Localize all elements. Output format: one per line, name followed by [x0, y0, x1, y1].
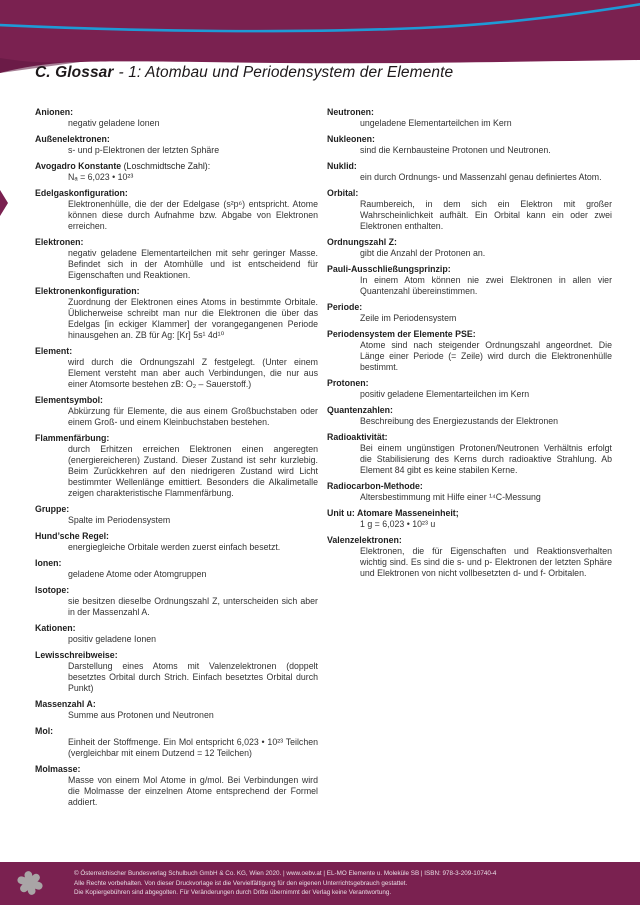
- glossary-definition: wird durch die Ordnungszahl Z festgelegt. (Unter einem Element versteht man aber auch Verbindungen, die nur aus einer Atomsorte bestehen zB: O₂ – Sauerstoff.): [68, 357, 318, 389]
- glossary-entry: [327, 264, 612, 297]
- glossary-term: Nukleonen:: [327, 134, 375, 144]
- glossary-term: Hund’sche Regel:: [35, 531, 109, 541]
- glossary-definition: ein durch Ordnungs- und Massenzahl genau definiertes Atom.: [360, 172, 602, 182]
- glossary-entry: [327, 405, 612, 427]
- glossary-term: Elektronenkonfiguration:: [35, 286, 140, 296]
- glossary-term: Edelgaskonfiguration:: [35, 188, 128, 198]
- glossary-entry: [35, 558, 318, 580]
- footer-copyright: [74, 869, 496, 898]
- glossary-term: Massenzahl A:: [35, 699, 96, 709]
- glossary-column-left: [35, 107, 318, 813]
- glossary-definition: Einheit der Stoffmenge. Ein Mol entspricht 6,023 • 10²³ Teilchen (vergleichbar mit einem Dutzend = 12 Teilchen): [68, 737, 318, 758]
- glossary-definition: Bei einem ungünstigen Protonen/Neutronen Verhältnis erfolgt die Stabilisierung des Kerns durch radioaktive Strahlung. Ab Element 84 gibt es keine stabilen Kerne.: [360, 443, 612, 475]
- glossary-definition: Zeile im Periodensystem: [360, 313, 457, 323]
- footer-line-3: Die Kopiergebühren sind abgegolten. Für Veränderungen durch Dritte übernimmt der Verlag keine Verantwortung.: [74, 889, 392, 896]
- glossary-entry: [327, 432, 612, 476]
- glossary-term: Unit u: Atomare Masseneinheit;: [327, 508, 459, 518]
- glossary-entry: [35, 286, 318, 341]
- glossary-term: Pauli-Ausschließungsprinzip:: [327, 264, 451, 274]
- glossary-definition: energiegleiche Orbitale werden zuerst einfach besetzt.: [68, 542, 281, 552]
- glossary-term: Lewisschreibweise:: [35, 650, 118, 660]
- glossary-entry: [35, 134, 318, 156]
- glossary-entry: [35, 237, 318, 281]
- glossary-term: Ionen:: [35, 558, 62, 568]
- glossary-definition: positiv geladene Ionen: [68, 634, 157, 644]
- glossary-entry: [35, 188, 318, 232]
- glossary-definition: Spalte im Periodensystem: [68, 515, 171, 525]
- glossary-definition: durch Erhitzen erreichen Elektronen einen angeregten (energiereicheren) Zustand. Dieser Zustand ist sehr kurzlebig. Beim Zurückkehren auf den niedrigeren Zustand wird Licht bestimmter Wellenlänge emittiert. Besonders die Alkalimetalle zeigen charakteristische Flammenfärbung.: [68, 444, 318, 498]
- glossary-term: Orbital:: [327, 188, 359, 198]
- glossary-term: Radiocarbon-Methode:: [327, 481, 423, 491]
- glossary-definition: geladene Atome oder Atomgruppen: [68, 569, 207, 579]
- glossary-term: Elementsymbol:: [35, 395, 103, 405]
- glossary-definition: Zuordnung der Elektronen eines Atoms in bestimmte Orbitale. Üblicherweise schreibt man nur die Elektronen die über das Edelgas [in eckiger Klammer] der vorangegangenen Periode hinausgehen an. ZB für Ag: [Kr] 5s¹ 4d¹⁰: [68, 297, 318, 340]
- glossary-term: Isotope:: [35, 585, 70, 595]
- glossary-definition: s- und p-Elektronen der letzten Sphäre: [68, 145, 220, 155]
- glossary-entry: [327, 134, 612, 156]
- glossary-entry: [327, 535, 612, 579]
- glossary-term: Protonen:: [327, 378, 369, 388]
- glossary-term: Periodensystem der Elemente PSE:: [327, 329, 476, 339]
- glossary-entry: [35, 531, 318, 553]
- glossary-definition: negativ geladene Ionen: [68, 118, 160, 128]
- footer-line-2: Alle Rechte vorbehalten. Von dieser Druckvorlage ist die Vervielfältigung für den eigenen Unterrichtsgebrauch gestattet.: [74, 879, 408, 887]
- glossary-entry: [35, 726, 318, 759]
- footer-bar: [0, 862, 640, 905]
- page-title: [35, 64, 453, 82]
- glossary-entry: [35, 585, 318, 618]
- glossary-entry: [327, 508, 612, 530]
- glossary-term: Element:: [35, 346, 73, 356]
- glossary-entry: [327, 237, 612, 259]
- glossary-entry: [327, 378, 612, 400]
- glossary-entry: [35, 623, 318, 645]
- glossary-entry: [327, 302, 612, 324]
- glossary-term: Radioaktivität:: [327, 432, 388, 442]
- page-title-prefix: C. Glossar: [35, 64, 114, 81]
- glossary-definition: 1 g = 6,023 • 10²³ u: [360, 519, 436, 529]
- glossary-term: Neutronen:: [327, 107, 374, 117]
- glossary-term: Anionen:: [35, 107, 74, 117]
- glossary-term: Molmasse:: [35, 764, 81, 774]
- glossary-entry: [35, 346, 318, 390]
- glossary-definition: Abkürzung für Elemente, die aus einem Großbuchstaben oder einem Groß- und einem Kleinbuchstaben bestehen.: [68, 406, 318, 427]
- glossary-term: Kationen:: [35, 623, 76, 633]
- page-title-rest: - 1: Atombau und Periodensystem der Elemente: [118, 64, 454, 81]
- glossary-definition: Masse von einem Mol Atome in g/mol. Bei Verbindungen wird die Molmasse der einzelnen Atome entsprechend der Formel addiert.: [68, 775, 318, 807]
- footer-line-1: © Österreichischer Bundesverlag Schulbuch GmbH & Co. KG, Wien 2020. | www.oebv.at | EL-MO Elemente u. Moleküle SB | ISBN: 978-3-209-10740-4: [74, 870, 497, 877]
- glossary-term: Außenelektronen:: [35, 134, 110, 144]
- glossary-term: Gruppe:: [35, 504, 70, 514]
- glossary-definition: Altersbestimmung mit Hilfe einer ¹⁴C-Messung: [360, 492, 541, 502]
- glossary-definition: Atome sind nach steigender Ordnungszahl angeordnet. Die Länge einer Periode (= Zeile) wird durch die Elektronenhülle bestimmt.: [360, 340, 612, 372]
- glossary-entry: [35, 161, 318, 183]
- glossary-term: Ordnungszahl Z:: [327, 237, 397, 247]
- glossary-term: Valenzelektronen:: [327, 535, 402, 545]
- glossary-content: [35, 107, 612, 813]
- glossary-definition: Raumbereich, in dem sich ein Elektron mit großer Wahrscheinlichkeit aufhält. Ein Orbital kann ein oder zwei Elektronen enthalten.: [360, 199, 612, 231]
- glossary-entry: [35, 107, 318, 129]
- glossary-definition: Summe aus Protonen und Neutronen: [68, 710, 214, 720]
- glossary-definition: Beschreibung des Energiezustands der Elektronen: [360, 416, 559, 426]
- glossary-entry: [35, 764, 318, 808]
- glossary-column-right: [327, 107, 612, 813]
- glossary-definition: Darstellung eines Atoms mit Valenzelektronen (doppelt besetztes Orbital durch Strich. Einfach besetztes Orbital durch Punkt): [68, 661, 318, 693]
- glossary-term: Avogadro Konstante (Loschmidtsche Zahl):: [35, 161, 211, 171]
- glossary-definition: Elektronenhülle, die der der Edelgase (s²p⁶) entspricht. Atome können diese durch Aufnahme bzw. Abgabe von Elektronen erreichen.: [68, 199, 318, 231]
- glossary-entry: [35, 395, 318, 428]
- glossary-term: Mol:: [35, 726, 54, 736]
- glossary-definition: Nₐ = 6,023 • 10²³: [68, 172, 134, 182]
- glossary-definition: Elektronen, die für Eigenschaften und Reaktionsverhalten wichtig sind. Es sind die s- und p- Elektronen der letzten Sphäre und Elektronen von nicht vollbesetzten d- und f- Orbitalen.: [360, 546, 612, 578]
- glossary-term: Flammenfärbung:: [35, 433, 110, 443]
- oebv-asterisk-logo-icon: [15, 868, 45, 898]
- glossary-entry: [35, 699, 318, 721]
- glossary-entry: [327, 329, 612, 373]
- glossary-definition: In einem Atom können nie zwei Elektronen in allen vier Quantenzahl übereinstimmen.: [360, 275, 612, 296]
- glossary-entry: [327, 107, 612, 129]
- glossary-term: Nuklid:: [327, 161, 357, 171]
- glossary-definition: sind die Kernbausteine Protonen und Neutronen.: [360, 145, 551, 155]
- glossary-entry: [327, 161, 612, 183]
- glossary-definition: ungeladene Elementarteilchen im Kern: [360, 118, 512, 128]
- glossary-entry: [35, 504, 318, 526]
- glossary-entry: [35, 650, 318, 694]
- glossary-definition: sie besitzen dieselbe Ordnungszahl Z, unterscheiden sich aber in der Massenzahl A.: [68, 596, 318, 617]
- header-maroon-shape: [0, 0, 640, 73]
- glossary-entry: [327, 481, 612, 503]
- left-edge-mark: [0, 190, 9, 216]
- glossary-definition: gibt die Anzahl der Protonen an.: [360, 248, 486, 258]
- glossary-definition: negativ geladene Elementarteilchen mit sehr geringer Masse. Befindet sich in der Atomhülle und ist entscheidend für Eigenschaften und Reaktionen.: [68, 248, 318, 280]
- glossary-entry: [327, 188, 612, 232]
- glossary-definition: positiv geladene Elementarteilchen im Kern: [360, 389, 530, 399]
- glossary-term: Periode:: [327, 302, 363, 312]
- glossary-entry: [35, 433, 318, 499]
- glossary-term: Elektronen:: [35, 237, 84, 247]
- glossary-term: Quantenzahlen:: [327, 405, 393, 415]
